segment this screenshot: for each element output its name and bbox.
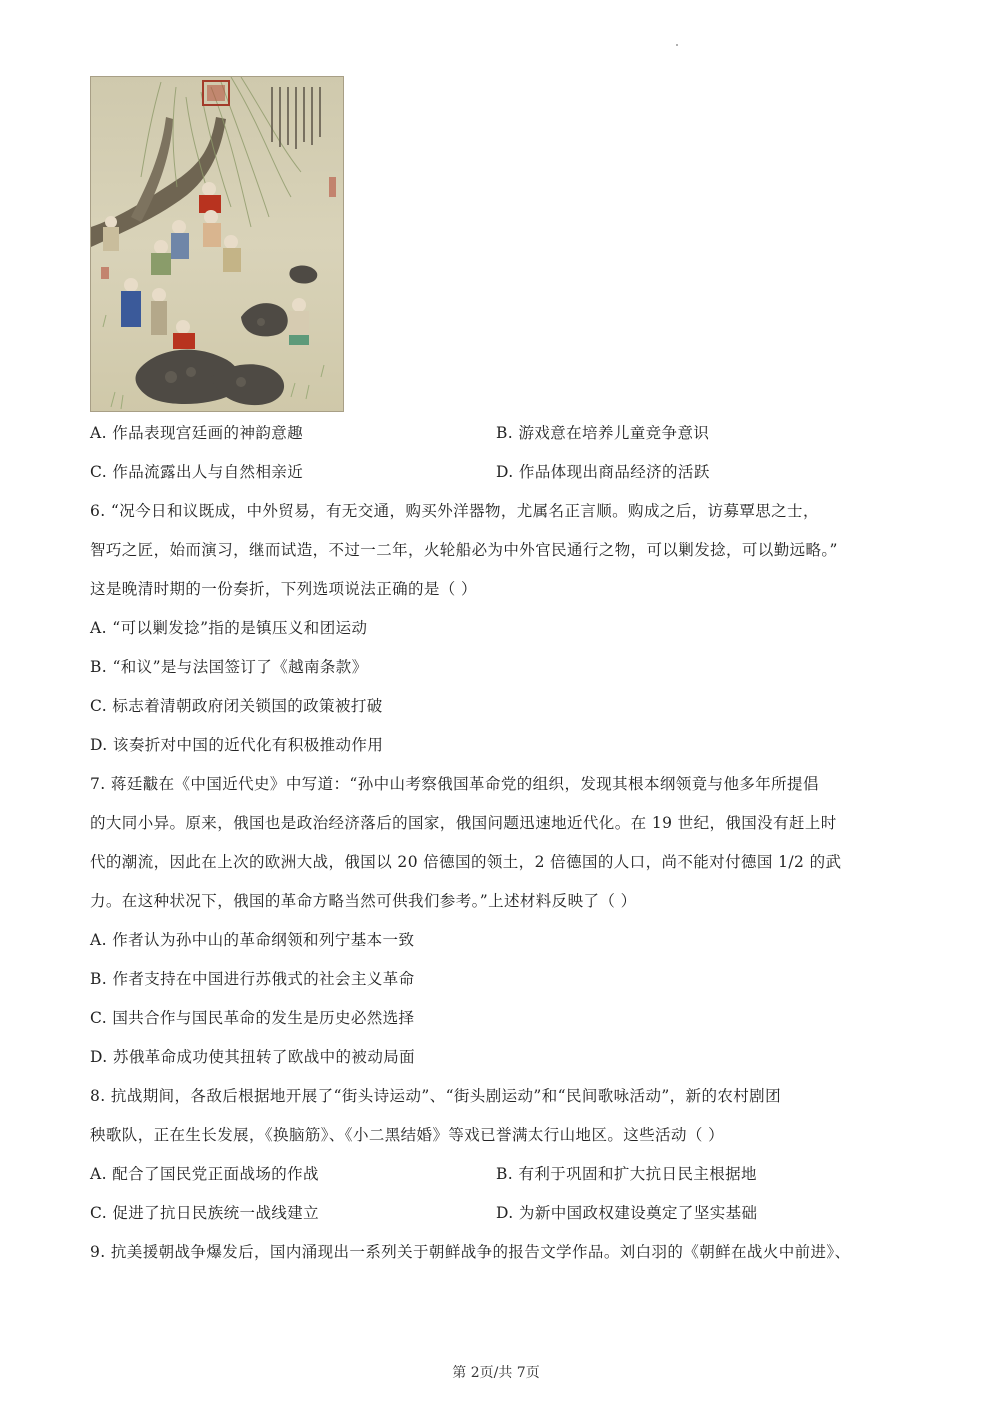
q8-option-d: D. 为新中国政权建设奠定了坚实基础 <box>496 1204 758 1222</box>
q7-option-a: A. 作者认为孙中山的革命纲领和列宁基本一致 <box>90 931 415 949</box>
q7-option-b: B. 作者支持在中国进行苏俄式的社会主义革命 <box>90 970 415 988</box>
q6-stem-line-3: 这是晚清时期的一份奏折，下列选项说法正确的是（ ） <box>90 580 477 598</box>
q7-stem-line-1: 7. 蒋廷黻在《中国近代史》中写道：“孙中山考察俄国革命党的组织，发现其根本纲领竟与他多年所提倡 <box>90 775 819 793</box>
q5-option-c: C. 作品流露出人与自然相亲近 <box>90 463 304 481</box>
q8-stem-line-1: 8. 抗战期间，各敌后根据地开展了“街头诗运动”、“街头剧运动”和“民间歌咏活动”，新的农村剧团 <box>90 1087 781 1105</box>
q7-option-c: C. 国共合作与国民革命的发生是历史必然选择 <box>90 1009 415 1027</box>
q5-option-d: D. 作品体现出商品经济的活跃 <box>496 463 710 481</box>
q7-option-d: D. 苏俄革命成功使其扭转了欧战中的被动局面 <box>90 1048 416 1066</box>
q7-stem-line-3: 代的潮流，因此在上次的欧洲大战，俄国以 20 倍德国的领土，2 倍德国的人口，尚不能对付德国 1/2 的武 <box>90 853 842 871</box>
q8-stem-line-2: 秧歌队，正在生长发展，《换脑筋》、《小二黑结婚》等戏已誉满太行山地区。这些活动（ ） <box>90 1126 724 1144</box>
q9-stem-line-1: 9. 抗美援朝战争爆发后，国内涌现出一系列关于朝鲜战争的报告文学作品。刘白羽的《朝鲜在战火中前进》、 <box>90 1243 851 1261</box>
q7-stem-line-2: 的大同小异。原来，俄国也是政治经济落后的国家，俄国问题迅速地近代化。在 19 世纪，俄国没有赶上时 <box>90 814 837 832</box>
q5-option-b: B. 游戏意在培养儿童竞争意识 <box>496 424 710 442</box>
q6-option-a: A. “可以剿发捻”指的是镇压义和团运动 <box>90 619 368 637</box>
speck <box>676 44 678 46</box>
painting-image <box>90 76 344 412</box>
q6-stem-line-2: 智巧之匠，始而演习，继而试造，不过一二年，火轮船必为中外官民通行之物，可以剿发捻，可以勤远略。” <box>90 541 838 559</box>
page-number-footer: 第 2页/共 7页 <box>452 1365 540 1381</box>
q6-option-d: D. 该奏折对中国的近代化有积极推动作用 <box>90 736 384 754</box>
q7-stem-line-4: 力。在这种状况下，俄国的革命方略当然可供我们参考。”上述材料反映了（ ） <box>90 892 637 910</box>
q5-option-a: A. 作品表现宫廷画的神韵意趣 <box>90 424 304 442</box>
q8-option-c: C. 促进了抗日民族统一战线建立 <box>90 1204 320 1222</box>
q8-option-b: B. 有利于巩固和扩大抗日民主根据地 <box>496 1165 757 1183</box>
q6-stem-line-1: 6. “况今日和议既成，中外贸易，有无交通，购买外洋器物，尤属名正言顺。购成之后，访募覃思之士， <box>90 502 819 520</box>
q6-option-b: B. “和议”是与法国签订了《越南条款》 <box>90 658 368 676</box>
q6-option-c: C. 标志着清朝政府闭关锁国的政策被打破 <box>90 697 383 715</box>
q8-option-a: A. 配合了国民党正面战场的作战 <box>90 1165 319 1183</box>
